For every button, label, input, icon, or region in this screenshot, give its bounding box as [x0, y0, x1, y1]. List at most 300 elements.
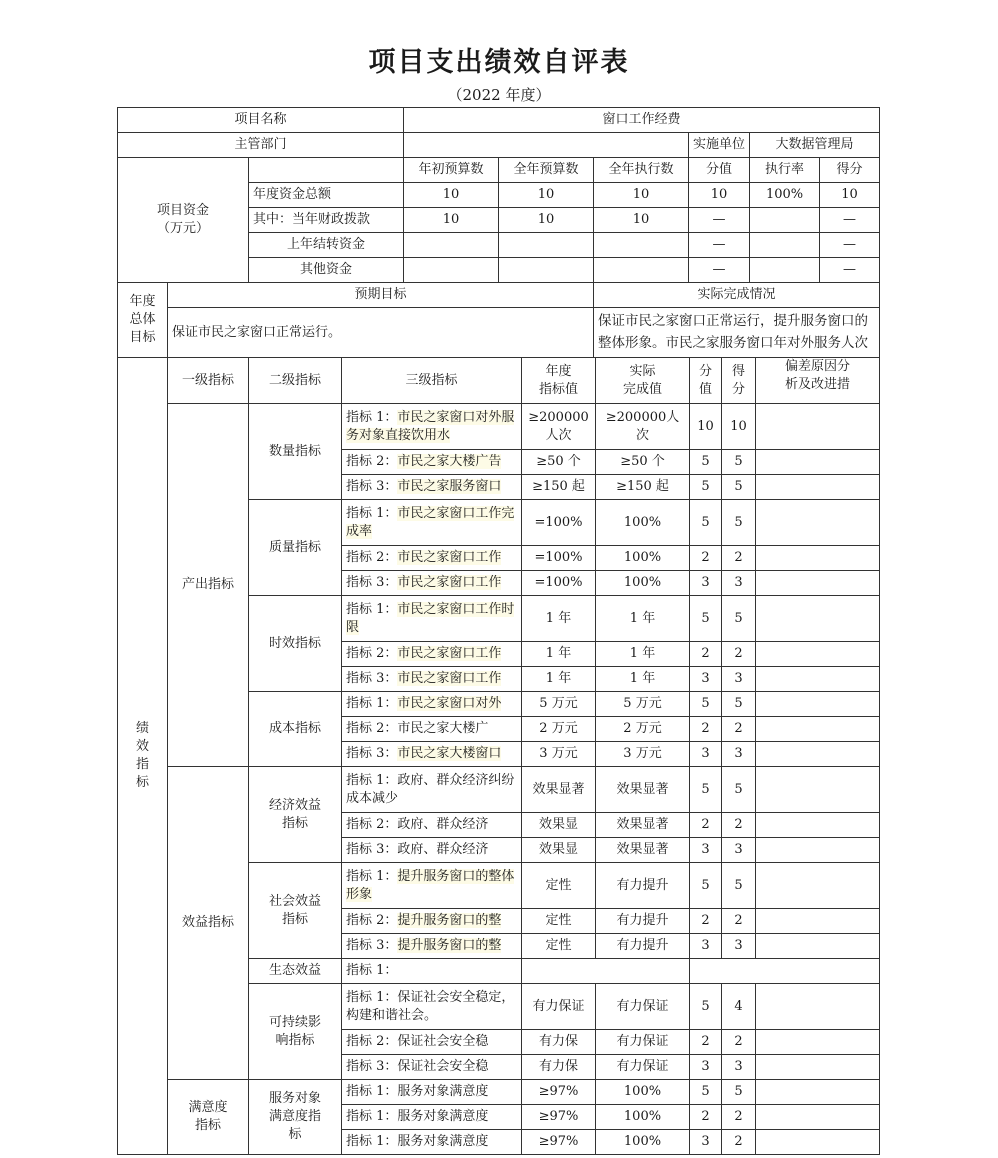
target-value-text: 1 年 — [545, 610, 572, 626]
project-name-label: 项目名称 — [118, 108, 404, 133]
level2-ecological — [249, 959, 342, 984]
indicator-desc: 市民之家窗口对外 — [397, 696, 502, 711]
indicator-text — [342, 596, 522, 642]
indicator-prefix: 指标 3： — [346, 746, 398, 761]
header-got-2: 分 — [731, 381, 745, 397]
score-value: 5 — [690, 767, 722, 813]
header-score — [690, 358, 722, 404]
actual-value-text: 有力提升 — [616, 913, 669, 928]
funds-cell — [499, 233, 594, 258]
deviation-reason — [756, 475, 880, 500]
got-score-value: 2 — [722, 1105, 756, 1130]
level2-service — [249, 1080, 342, 1155]
indicator-text-wrap — [346, 841, 517, 859]
score-value: 5 — [690, 692, 722, 717]
target-value-text: 5 万元 — [539, 696, 578, 711]
funds-cell — [750, 233, 820, 258]
funds-label-line1: 项目资金 — [156, 203, 209, 218]
l2a: 经济效益 — [268, 797, 321, 813]
score-value: 2 — [690, 546, 722, 571]
indicator-text — [342, 909, 522, 934]
target-value-text: 2 万元 — [539, 721, 578, 736]
got-score-value: 4 — [722, 984, 756, 1030]
target-value — [522, 546, 596, 571]
got-score-value: 2 — [722, 1030, 756, 1055]
score-value: 2 — [690, 717, 722, 742]
indicator-text — [342, 1130, 522, 1155]
score-value: 5 — [690, 450, 722, 475]
actual-value-text: ≥50 个 — [620, 454, 665, 469]
indicator-text — [342, 475, 522, 500]
indicator-prefix: 指标 2： — [346, 454, 398, 469]
actual-goal-header: 实际完成情况 — [594, 283, 880, 308]
score-value: 5 — [690, 984, 722, 1030]
indicator-row — [118, 767, 880, 813]
funds-row-label: 上年结转资金 — [249, 233, 404, 258]
got-score-value: 10 — [722, 404, 756, 450]
indicator-desc: 市民之家窗口工作 — [397, 646, 502, 661]
indicator-text — [342, 1030, 522, 1055]
deviation-reason — [756, 838, 880, 863]
actual-value-text: 有力保证 — [616, 1059, 669, 1074]
deviation-reason — [756, 863, 880, 909]
indicator-text-wrap — [346, 601, 517, 637]
indicator-text — [342, 642, 522, 667]
header-actual-2: 完成值 — [622, 381, 662, 397]
score-value: 3 — [690, 838, 722, 863]
level2-quality — [249, 500, 342, 596]
header-reason-1: 偏差原因分 — [784, 359, 850, 374]
col-header: 全年执行数 — [594, 158, 689, 183]
actual-value — [596, 984, 690, 1030]
funds-cell — [750, 258, 820, 283]
l1: 产出指标 — [181, 577, 234, 592]
target-value-text: 有力保 — [538, 1059, 578, 1074]
indicator-desc: 市民之家窗口工作 — [397, 671, 502, 686]
l2a: 社会效益 — [268, 893, 321, 909]
target-value — [522, 404, 596, 450]
indicator-text — [342, 1080, 522, 1105]
got-score-value: 2 — [722, 717, 756, 742]
header-target-1: 年度 — [545, 363, 572, 379]
actual-value-text: 100% — [623, 514, 662, 530]
indicator-desc: 服务对象满意度 — [397, 1134, 489, 1149]
l2a: 可持续影 — [268, 1014, 321, 1030]
funds-label — [118, 158, 249, 283]
indicator-prefix: 指标 2： — [346, 913, 398, 928]
indicator-prefix: 指标 1： — [346, 409, 398, 425]
indicator-prefix: 指标 1： — [346, 505, 398, 521]
target-value — [522, 813, 596, 838]
got-score-value: 5 — [722, 450, 756, 475]
target-value-text: ≥97% — [538, 1134, 579, 1149]
indicator-text — [342, 767, 522, 813]
target-value-text: =100% — [534, 575, 583, 590]
indicator-desc: 保证社会安全稳定，构建和谐社会。 — [346, 989, 515, 1023]
indicator-text — [342, 813, 522, 838]
got-score-value: 3 — [722, 934, 756, 959]
actual-value — [596, 767, 690, 813]
indicator-blank — [690, 959, 880, 984]
funds-row-label: 其中：当年财政拨款 — [249, 208, 404, 233]
funds-cell: 10 — [594, 208, 689, 233]
indicator-text-wrap — [346, 670, 517, 688]
indicator-prefix: 指标 2： — [346, 817, 398, 832]
indicator-text-wrap — [346, 720, 517, 738]
actual-value-text: 3 万元 — [623, 746, 662, 761]
target-value — [522, 909, 596, 934]
actual-value — [596, 1030, 690, 1055]
unit-value: 大数据管理局 — [750, 133, 880, 158]
actual-value-text: 1 年 — [629, 671, 656, 686]
actual-value — [596, 450, 690, 475]
target-value — [522, 1130, 596, 1155]
target-value-text: ≥150 起 — [532, 479, 585, 494]
indicator-prefix: 指标 3： — [346, 671, 398, 686]
funds-cell — [404, 233, 499, 258]
funds-header-blank — [249, 158, 404, 183]
target-value — [522, 742, 596, 767]
l2: 质量指标 — [268, 539, 321, 555]
indicator-desc: 提升服务窗口的整 — [397, 913, 502, 928]
header-level3: 三级指标 — [342, 358, 522, 404]
target-value — [522, 596, 596, 642]
level2-timeliness — [249, 596, 342, 692]
indicator-text — [342, 546, 522, 571]
indicator-row — [118, 404, 880, 450]
actual-value-text: 效果显著 — [616, 842, 669, 857]
indicator-desc: 提升服务窗口的整 — [397, 938, 502, 953]
indicator-text-wrap — [346, 816, 517, 834]
got-score-value: 5 — [722, 1080, 756, 1105]
header-reason-2: 析及改进措 — [784, 377, 850, 392]
indicator-desc: 市民之家窗口工作 — [397, 575, 502, 590]
actual-value-text: 100% — [623, 1109, 662, 1124]
level2-quantity — [249, 404, 342, 500]
actual-value-text: 100% — [623, 550, 662, 565]
goals-label-2: 总体 — [129, 312, 156, 327]
dept-value — [404, 133, 689, 158]
indicator-text-wrap — [346, 937, 517, 955]
score-value: 5 — [690, 1080, 722, 1105]
actual-value — [596, 500, 690, 546]
indicator-desc: 服务对象满意度 — [397, 1084, 489, 1099]
deviation-reason — [756, 596, 880, 642]
indicator-desc: 提升服务窗口的整体形象 — [346, 868, 515, 902]
score-value: 3 — [690, 742, 722, 767]
got-score-value: 3 — [722, 742, 756, 767]
indicator-text — [342, 500, 522, 546]
actual-value — [596, 909, 690, 934]
target-value-text: =100% — [534, 550, 583, 565]
deviation-reason — [756, 1080, 880, 1105]
indicator-text — [342, 838, 522, 863]
deviation-reason — [756, 642, 880, 667]
expected-goal-text: 保证市民之家窗口正常运行。 — [168, 308, 594, 358]
actual-value-text: 有力提升 — [616, 877, 669, 893]
indicator-text-wrap — [346, 1133, 517, 1151]
indicator-desc: 政府、群众经济纠纷成本减少 — [346, 772, 515, 806]
funds-cell — [594, 233, 689, 258]
deviation-reason — [756, 813, 880, 838]
indicator-desc: 市民之家窗口工作时限 — [346, 601, 515, 635]
target-value — [522, 717, 596, 742]
indicator-text — [342, 717, 522, 742]
actual-value-text: 2 万元 — [623, 721, 662, 736]
target-value-text: 1 年 — [545, 646, 572, 661]
indicator-prefix: 指标 3： — [346, 575, 398, 590]
indicator-text-wrap — [346, 1108, 517, 1126]
budget-table — [117, 107, 880, 358]
indicator-text — [342, 667, 522, 692]
level2-cost — [249, 692, 342, 767]
got-score-value: 5 — [722, 863, 756, 909]
got-score-value: 3 — [722, 667, 756, 692]
indicator-desc: 市民之家大楼广 — [397, 721, 489, 736]
score-value: 3 — [690, 1055, 722, 1080]
funds-cell: — — [689, 233, 750, 258]
indicator-text-wrap — [346, 989, 517, 1025]
indicator-prefix: 指标 1： — [346, 601, 398, 617]
indicator-text-wrap — [346, 549, 517, 567]
funds-cell: — — [820, 233, 880, 258]
level2-social — [249, 863, 342, 959]
target-value — [522, 450, 596, 475]
score-value: 2 — [690, 1105, 722, 1130]
target-value — [522, 984, 596, 1030]
side-char: 标 — [135, 775, 149, 790]
actual-value — [596, 404, 690, 450]
indicator-text — [342, 742, 522, 767]
deviation-reason — [756, 450, 880, 475]
indicator-prefix: 指标 1： — [346, 963, 398, 978]
funds-cell: — — [689, 208, 750, 233]
actual-goal-text: 保证市民之家窗口正常运行，提升服务窗口的整体形象。市民之家服务窗口年对外服务人次 — [598, 313, 869, 351]
col-header: 分值 — [689, 158, 750, 183]
side-char: 效 — [135, 739, 149, 754]
l1a: 满意度 — [188, 1100, 228, 1115]
header-got — [722, 358, 756, 404]
level1-satisfaction — [168, 1080, 249, 1155]
indicator-prefix: 指标 2： — [346, 1034, 398, 1049]
indicator-text-wrap — [346, 1083, 517, 1101]
l2c: 标 — [288, 1127, 302, 1142]
funds-cell: 10 — [404, 208, 499, 233]
deviation-reason — [756, 1055, 880, 1080]
l1b: 指标 — [194, 1118, 221, 1133]
col-header: 年初预算数 — [404, 158, 499, 183]
indicator-text — [342, 692, 522, 717]
indicator-text — [342, 863, 522, 909]
deviation-reason — [756, 1130, 880, 1155]
goals-label-3: 目标 — [129, 330, 156, 345]
deviation-reason — [756, 717, 880, 742]
header-target-2: 指标值 — [538, 381, 578, 397]
score-value: 2 — [690, 1030, 722, 1055]
indicator-prefix: 指标 1： — [346, 989, 398, 1005]
indicator-text-wrap — [346, 574, 517, 592]
target-value — [522, 838, 596, 863]
target-value-text: 定性 — [545, 938, 572, 953]
funds-cell: 10 — [499, 183, 594, 208]
expected-goal-header: 预期目标 — [168, 283, 594, 308]
indicator-text-wrap — [346, 695, 517, 713]
score-value: 3 — [690, 1130, 722, 1155]
indicator-text-wrap — [346, 478, 517, 496]
indicator-text-wrap — [346, 505, 517, 541]
l2b: 满意度指 — [268, 1109, 321, 1124]
actual-value-text: 1 年 — [629, 610, 656, 626]
actual-value — [596, 692, 690, 717]
deviation-reason — [756, 571, 880, 596]
actual-value — [596, 596, 690, 642]
header-target — [522, 358, 596, 404]
actual-value — [596, 1055, 690, 1080]
got-score-value: 2 — [722, 813, 756, 838]
indicator-prefix: 指标 2： — [346, 721, 398, 736]
actual-value — [596, 1105, 690, 1130]
col-header: 执行率 — [750, 158, 820, 183]
actual-value — [596, 667, 690, 692]
target-value-text: ≥50 个 — [536, 454, 581, 469]
deviation-reason — [756, 742, 880, 767]
indicator-prefix: 指标 3： — [346, 938, 398, 953]
deviation-reason — [756, 984, 880, 1030]
target-value-text: 效果显 — [538, 842, 578, 857]
funds-label-line2: （万元） — [156, 221, 209, 236]
indicator-desc: 市民之家大楼广告 — [397, 454, 502, 469]
unit-label: 实施单位 — [689, 133, 750, 158]
funds-cell: 100% — [750, 183, 820, 208]
indicator-prefix: 指标 1： — [346, 772, 398, 788]
got-score-value: 5 — [722, 767, 756, 813]
deviation-reason — [756, 767, 880, 813]
score-value: 2 — [690, 909, 722, 934]
col-header: 得分 — [820, 158, 880, 183]
indicator-desc: 市民之家窗口工作 — [397, 550, 502, 565]
header-level2: 二级指标 — [249, 358, 342, 404]
got-score-value: 2 — [722, 642, 756, 667]
score-value: 3 — [690, 667, 722, 692]
got-score-value: 5 — [722, 500, 756, 546]
actual-value-text: 有力保证 — [616, 998, 669, 1014]
actual-value-text: ≥150 起 — [616, 479, 669, 494]
actual-value-text: 5 万元 — [623, 696, 662, 711]
indicator-text — [342, 1105, 522, 1130]
side-char: 绩 — [135, 721, 149, 736]
deviation-reason — [756, 667, 880, 692]
score-value: 3 — [690, 571, 722, 596]
indicator-text-wrap — [346, 912, 517, 930]
actual-value — [596, 546, 690, 571]
actual-value-text: 100% — [623, 575, 662, 590]
funds-cell: 10 — [499, 208, 594, 233]
header-actual-1: 实际 — [629, 363, 656, 379]
dept-label: 主管部门 — [118, 133, 404, 158]
target-value — [522, 1105, 596, 1130]
indicator-text — [342, 959, 522, 984]
actual-value — [596, 1080, 690, 1105]
l2: 数量指标 — [268, 443, 321, 459]
indicator-desc: 政府、群众经济 — [397, 842, 489, 857]
indicator-text — [342, 984, 522, 1030]
perf-side-label — [118, 358, 168, 1155]
score-value: 5 — [690, 475, 722, 500]
funds-cell: 10 — [820, 183, 880, 208]
target-value — [522, 1055, 596, 1080]
report-year: （2022 年度） — [447, 86, 551, 104]
funds-row-label: 其他资金 — [249, 258, 404, 283]
score-value: 5 — [690, 596, 722, 642]
indicator-desc: 市民之家大楼窗口 — [397, 746, 502, 761]
actual-value-text: 有力提升 — [616, 938, 669, 953]
target-value — [522, 500, 596, 546]
got-score-value: 2 — [722, 1130, 756, 1155]
indicator-prefix: 指标 1： — [346, 1134, 398, 1149]
actual-value — [596, 642, 690, 667]
indicator-text-wrap — [346, 745, 517, 763]
performance-table — [117, 357, 880, 1155]
score-value: 10 — [690, 404, 722, 450]
got-score-value: 2 — [722, 909, 756, 934]
target-value-text: =100% — [534, 514, 583, 530]
indicator-prefix: 指标 1： — [346, 1084, 398, 1099]
target-value-text: 定性 — [545, 913, 572, 928]
deviation-reason — [756, 934, 880, 959]
indicator-text-wrap — [346, 645, 517, 663]
indicator-text — [342, 404, 522, 450]
target-value-text: 效果显著 — [532, 781, 585, 797]
funds-cell: — — [820, 258, 880, 283]
actual-value — [596, 863, 690, 909]
score-value: 3 — [690, 934, 722, 959]
indicator-text — [342, 571, 522, 596]
indicator-row — [118, 1080, 880, 1105]
deviation-reason — [756, 546, 880, 571]
indicator-text-wrap — [346, 868, 517, 904]
score-value: 2 — [690, 642, 722, 667]
actual-value-text: 1 年 — [629, 646, 656, 661]
indicator-desc: 保证社会安全稳 — [397, 1034, 489, 1049]
got-score-value: 2 — [722, 546, 756, 571]
target-value-text: 效果显 — [538, 817, 578, 832]
target-value-text: ≥200000人次 — [528, 409, 589, 443]
actual-value — [596, 475, 690, 500]
funds-cell — [750, 208, 820, 233]
target-value — [522, 571, 596, 596]
l2b: 指标 — [281, 815, 308, 831]
actual-value-text: 100% — [623, 1134, 662, 1149]
funds-cell: 10 — [404, 183, 499, 208]
funds-cell: 10 — [689, 183, 750, 208]
deviation-reason — [756, 500, 880, 546]
target-value-text: 1 年 — [545, 671, 572, 686]
l2: 成本指标 — [268, 721, 321, 736]
actual-value — [596, 1130, 690, 1155]
target-value — [522, 692, 596, 717]
header-level1: 一级指标 — [168, 358, 249, 404]
indicator-blank — [522, 959, 690, 984]
goals-label — [118, 283, 168, 358]
indicator-desc: 服务对象满意度 — [397, 1109, 489, 1124]
header-score-1: 分 — [698, 363, 712, 379]
side-char: 指 — [135, 757, 149, 772]
funds-cell: 10 — [594, 183, 689, 208]
deviation-reason — [756, 1105, 880, 1130]
indicator-desc: 政府、群众经济 — [397, 817, 489, 832]
indicator-text-wrap — [346, 1058, 517, 1076]
indicator-prefix: 指标 2： — [346, 646, 398, 661]
